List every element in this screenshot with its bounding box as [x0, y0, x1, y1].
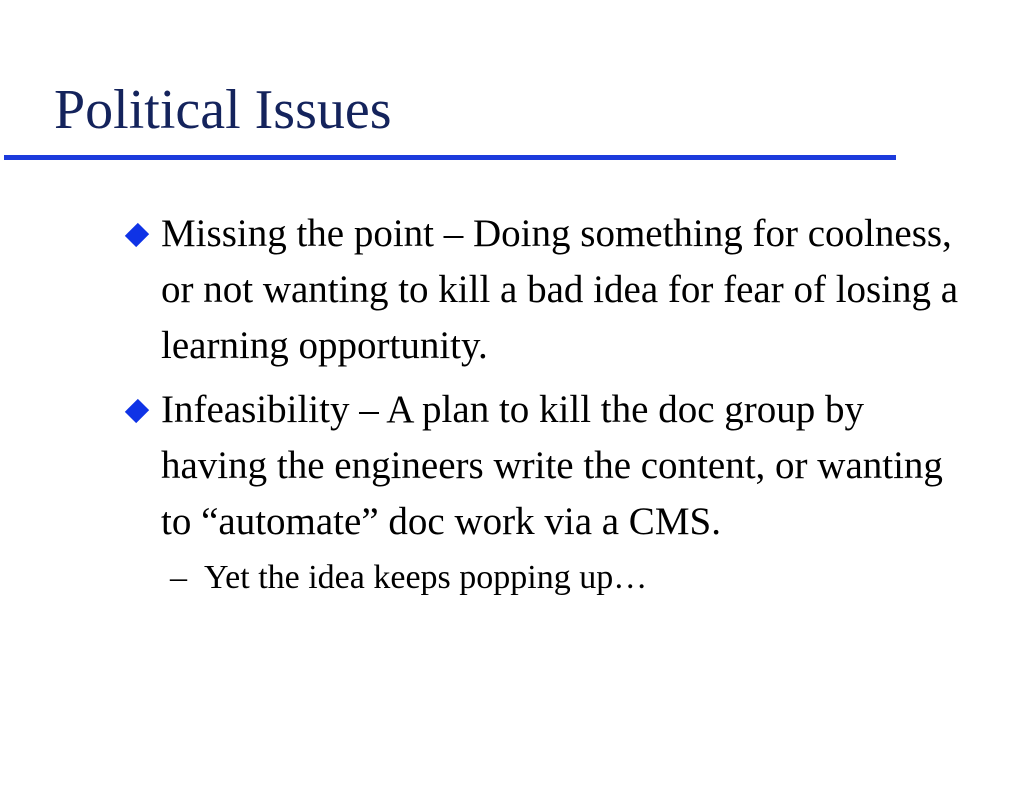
title-underline: [4, 155, 896, 160]
sub-bullet-item: [120, 554, 970, 602]
diamond-bullet-icon: [125, 223, 149, 247]
sub-bullet-text: Yet the idea keeps popping up…: [204, 559, 648, 596]
diamond-bullet-icon: [125, 399, 149, 423]
bullet-item: [120, 206, 970, 374]
bullet-text: Infeasibility – A plan to kill the doc group by having the engineers write the content, or wanting to “automate” doc work via a CMS.: [161, 388, 943, 543]
bullet-text: Missing the point – Doing something for coolness, or not wanting to kill a bad idea for fear of losing a learning opportunity.: [161, 212, 959, 367]
bullet-list: [120, 206, 970, 602]
bullet-item: [120, 382, 970, 550]
dash-marker: –: [170, 559, 187, 596]
slide-title: Political Issues: [54, 79, 392, 141]
